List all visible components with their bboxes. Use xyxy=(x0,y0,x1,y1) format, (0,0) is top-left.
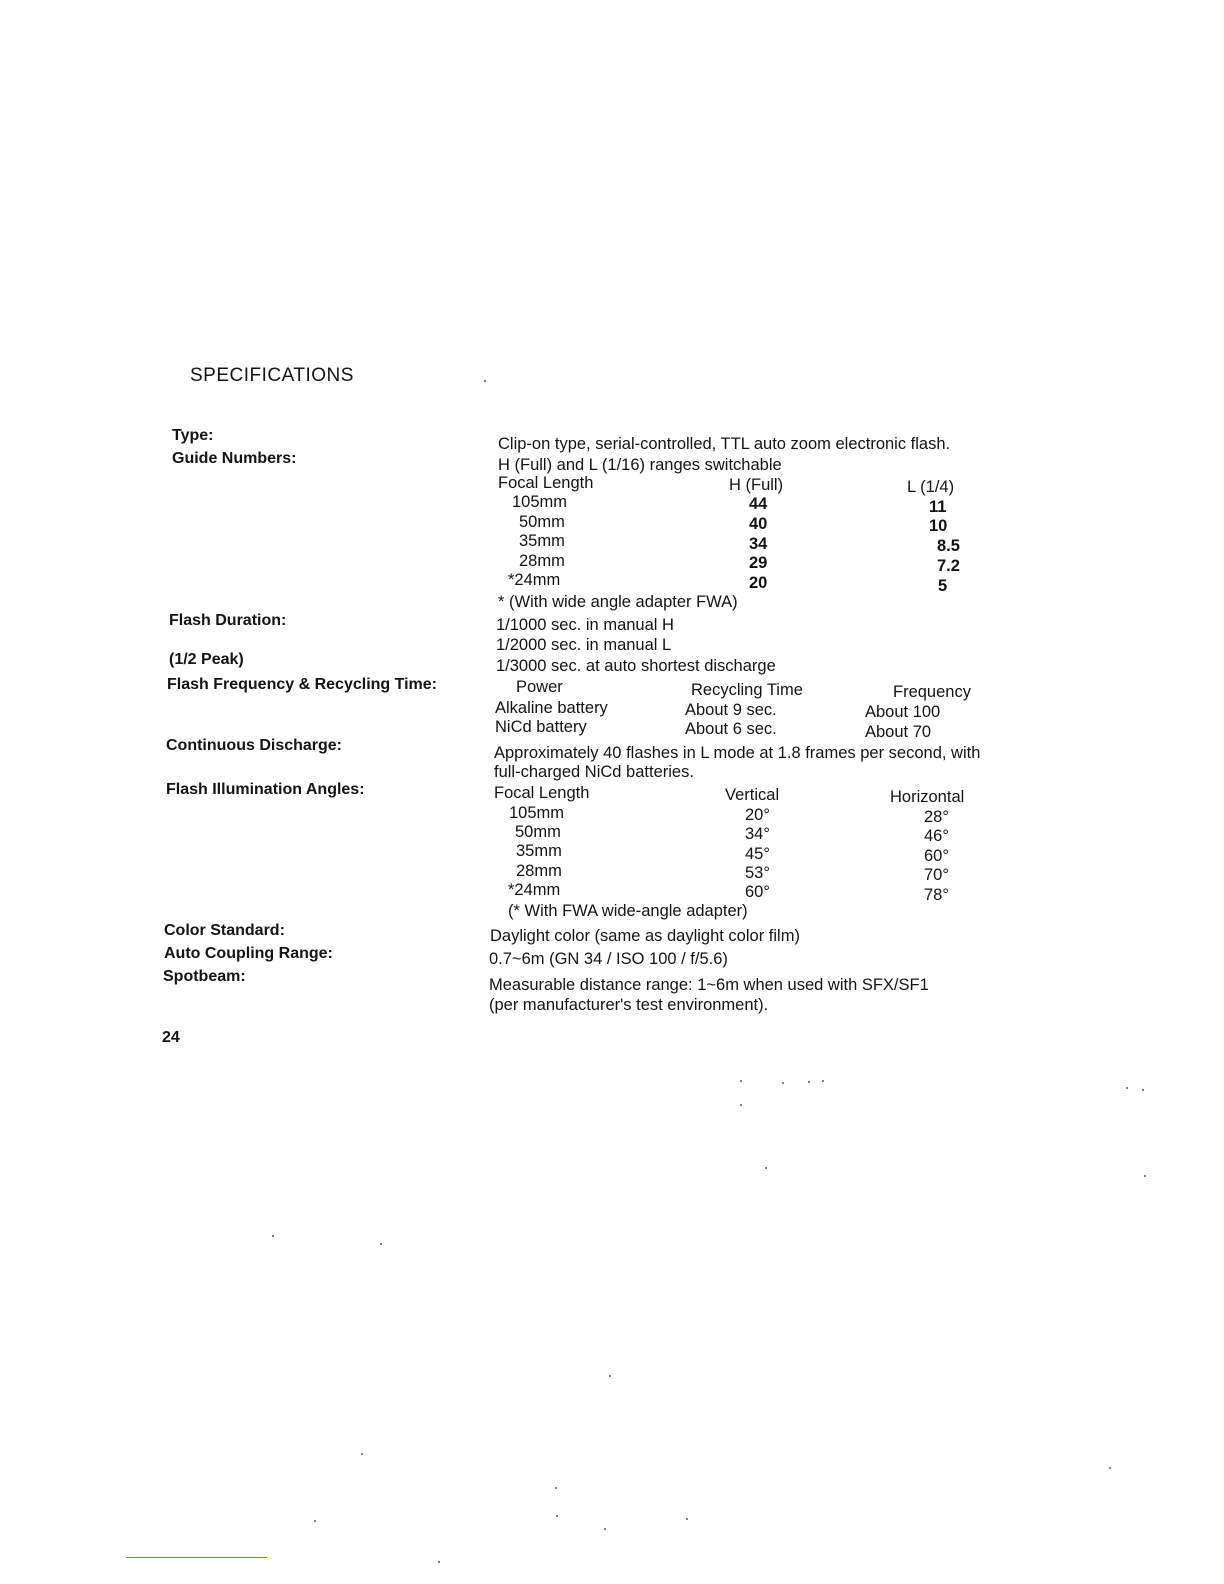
guide-row-h: 29 xyxy=(749,554,768,572)
scan-speck xyxy=(314,1520,316,1522)
guide-row-focal: *24mm xyxy=(508,571,561,589)
angles-row-focal: 105mm xyxy=(509,804,565,822)
scan-speck xyxy=(1144,1175,1146,1177)
recycle-row-power: Alkaline battery xyxy=(495,699,608,717)
angles-header-vertical: Vertical xyxy=(725,786,780,804)
continuous-discharge-line: Approximately 40 flashes in L mode at 1.8 frames per second, with xyxy=(494,744,981,762)
scan-speck xyxy=(380,1243,382,1245)
scan-speck xyxy=(822,1080,824,1082)
scan-speck xyxy=(1126,1087,1128,1089)
footer-rule xyxy=(126,1557,267,1558)
recycle-header-frequency: Frequency xyxy=(893,683,971,701)
scan-speck xyxy=(740,1104,742,1106)
guide-row-h: 20 xyxy=(749,574,768,592)
recycle-row-frequency: About 70 xyxy=(865,723,932,741)
scan-speck xyxy=(555,1487,557,1489)
scan-speck xyxy=(484,380,486,382)
angles-row-focal: *24mm xyxy=(508,881,561,899)
page-title: SPECIFICATIONS xyxy=(190,365,354,386)
scan-speck xyxy=(1142,1089,1144,1091)
guide-row-l: 11 xyxy=(929,498,947,516)
label-half-peak: (1/2 Peak) xyxy=(169,651,244,668)
flash-duration-line: 1/3000 sec. at auto shortest discharge xyxy=(496,657,776,675)
label-flash-duration: Flash Duration: xyxy=(169,612,287,629)
label-type: Type: xyxy=(172,427,214,444)
guide-row-h: 40 xyxy=(749,515,768,533)
angles-row-vertical: 60° xyxy=(745,883,770,901)
angles-row-focal: 50mm xyxy=(515,823,561,841)
label-continuous-discharge: Continuous Discharge: xyxy=(166,737,343,754)
guide-row-l: 8.5 xyxy=(937,537,960,555)
scan-speck xyxy=(604,1528,606,1530)
continuous-discharge-line: full-charged NiCd batteries. xyxy=(494,763,694,781)
angles-row-horizontal: 60° xyxy=(924,847,949,865)
scan-speck xyxy=(808,1081,810,1083)
guide-row-h: 44 xyxy=(749,495,768,513)
angles-row-horizontal: 28° xyxy=(924,808,949,826)
angles-header-horizontal: Horizontal xyxy=(890,788,965,806)
angles-row-vertical: 53° xyxy=(745,864,770,882)
color-standard-value: Daylight color (same as daylight color film) xyxy=(490,927,800,945)
guide-header-h: H (Full) xyxy=(729,476,784,494)
recycle-row-frequency: About 100 xyxy=(865,703,941,721)
angles-row-focal: 35mm xyxy=(516,842,562,860)
flash-duration-line: 1/1000 sec. in manual H xyxy=(496,616,674,634)
flash-duration-line: 1/2000 sec. in manual L xyxy=(496,636,672,654)
guide-row-focal: 50mm xyxy=(519,513,565,531)
angles-row-vertical: 20° xyxy=(745,806,770,824)
scan-speck xyxy=(740,1080,742,1082)
guide-row-l: 7.2 xyxy=(937,557,960,575)
angles-header-focal: Focal Length xyxy=(494,784,590,802)
guide-row-focal: 105mm xyxy=(512,493,568,511)
guide-row-l: 10 xyxy=(929,517,948,535)
angles-row-focal: 28mm xyxy=(516,862,562,880)
label-spotbeam: Spotbeam: xyxy=(163,968,246,985)
angles-note: (* With FWA wide-angle adapter) xyxy=(508,902,748,920)
guide-row-h: 34 xyxy=(749,535,768,553)
label-illumination-angles: Flash Illumination Angles: xyxy=(166,781,365,798)
guide-header-l: L (1/4) xyxy=(907,478,955,496)
type-value: Clip-on type, serial-controlled, TTL auto zoom electronic flash. xyxy=(498,435,951,453)
page-number: 24 xyxy=(162,1029,180,1046)
scan-speck xyxy=(782,1082,784,1084)
recycle-row-time: About 6 sec. xyxy=(685,720,777,738)
recycle-row-time: About 9 sec. xyxy=(685,701,777,719)
angles-row-vertical: 34° xyxy=(745,825,770,843)
scan-speck xyxy=(361,1453,363,1455)
guide-numbers-note: * (With wide angle adapter FWA) xyxy=(498,593,738,611)
label-guide-numbers: Guide Numbers: xyxy=(172,450,297,467)
recycle-row-power: NiCd battery xyxy=(495,718,587,736)
spotbeam-line: (per manufacturer's test environment). xyxy=(489,996,769,1014)
angles-row-horizontal: 70° xyxy=(924,866,949,884)
spotbeam-line: Measurable distance range: 1~6m when used with SFX/SF1 xyxy=(489,976,929,994)
scan-speck xyxy=(765,1167,767,1169)
guide-row-focal: 35mm xyxy=(519,532,565,550)
scan-speck xyxy=(686,1518,688,1520)
scan-speck xyxy=(556,1515,558,1517)
guide-header-focal: Focal Length xyxy=(498,474,594,492)
scan-speck xyxy=(272,1235,274,1237)
scan-speck xyxy=(1109,1467,1111,1469)
scan-speck xyxy=(438,1561,440,1563)
recycle-header-time: Recycling Time xyxy=(691,681,803,699)
angles-row-horizontal: 78° xyxy=(924,886,949,904)
guide-row-focal: 28mm xyxy=(519,552,565,570)
scan-speck xyxy=(609,1375,611,1377)
label-auto-coupling: Auto Coupling Range: xyxy=(164,945,333,962)
angles-row-vertical: 45° xyxy=(745,845,770,863)
recycle-header-power: Power xyxy=(516,678,563,696)
label-color-standard: Color Standard: xyxy=(164,922,285,939)
guide-numbers-intro: H (Full) and L (1/16) ranges switchable xyxy=(498,456,782,474)
guide-row-l: 5 xyxy=(938,577,948,595)
auto-coupling-value: 0.7~6m (GN 34 / ISO 100 / f/5.6) xyxy=(489,950,728,968)
angles-row-horizontal: 46° xyxy=(924,827,949,845)
label-flash-frequency: Flash Frequency & Recycling Time: xyxy=(167,676,438,693)
